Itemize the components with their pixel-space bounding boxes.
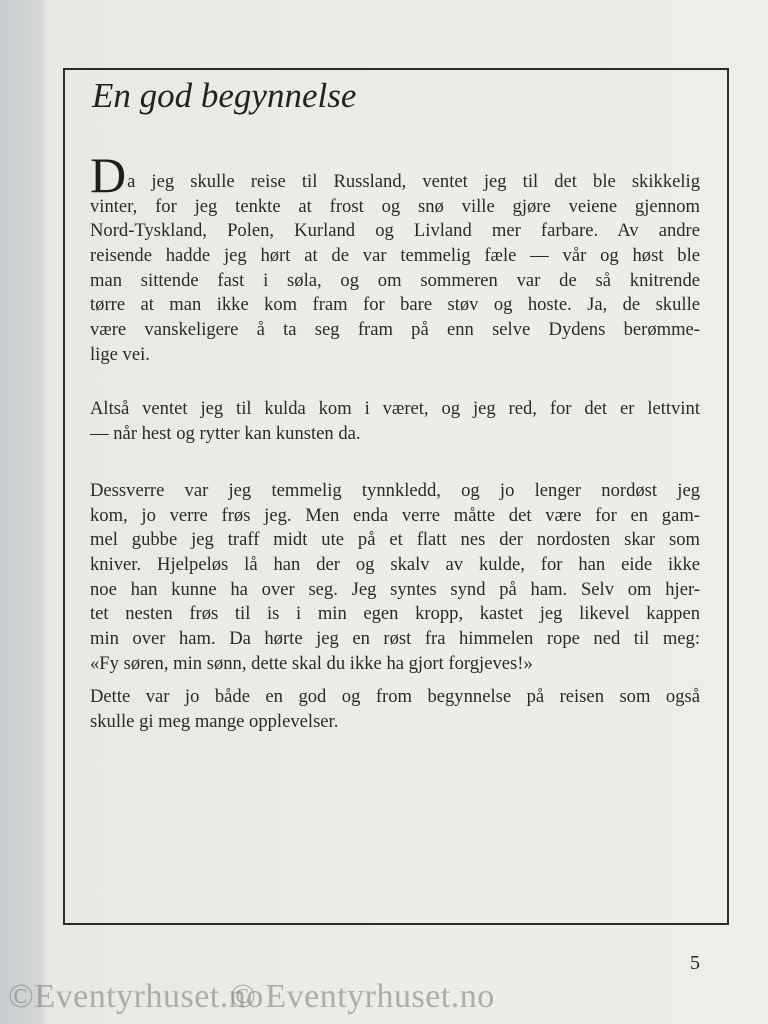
text-line: Dessverre var jeg temmelig tynnkledd, og jo lenger nordøst jeg: [90, 480, 700, 501]
text-line: — når hest og rytter kan kunsten da.: [90, 422, 361, 444]
text-line: «Fy søren, min sønn, dette skal du ikke ha gjort forgjeves!»: [90, 652, 533, 674]
text-line: tet nesten frøs til is i min egen kropp, kastet jeg likevel kappen: [90, 603, 700, 625]
text-line: kom, jo verre frøs jeg. Men enda verre måtte det være for en gam-: [90, 504, 700, 526]
text-line: kniver. Hjelpeløs lå han der og skalv av kulde, for han eide ikke: [90, 554, 700, 576]
text-line: noe han kunne ha over seg. Jeg syntes synd på ham. Selv om hjer-: [90, 578, 700, 600]
text-line: skulle gi meg mange opplevelser.: [90, 710, 339, 732]
text-line: mel gubbe jeg traff midt ute på et flatt nes der nordosten skar som: [90, 529, 700, 551]
chapter-title: En god begynnelse: [92, 76, 357, 115]
text-line: vinter, for jeg tenkte at frost og snø ville gjøre veiene gjennom: [90, 195, 700, 217]
text-line: reisende hadde jeg hørt at de var temmelig fæle — vår og høst ble: [90, 245, 700, 267]
text-line: [90, 147, 700, 203]
page-number: 5: [690, 952, 700, 974]
text-line: Dette var jo både en god og from begynnelse på reisen som også: [90, 686, 700, 707]
text-line: min over ham. Da hørte jeg en røst fra himmelen rope ned til meg:: [90, 628, 700, 650]
text-line: lige vei.: [90, 343, 150, 365]
text-line: Nord-Tyskland, Polen, Kurland og Livland mer farbare. Av andre: [90, 220, 700, 242]
text-line: man sittende fast i søla, og om sommeren var de så knitrende: [90, 269, 700, 291]
drop-cap: D: [90, 147, 127, 203]
text-line: tørre at man ikke kom fram for bare støv og hoste. Ja, de skulle: [90, 294, 700, 316]
paragraph-1: [90, 147, 700, 368]
text-line-content: a jeg skulle reise til Russland, ventet jeg til det ble skikkelig: [127, 171, 700, 192]
text-line: være vanskeligere å ta seg fram på enn selve Dydens berømme-: [90, 319, 700, 341]
paragraph-3: [90, 479, 700, 677]
watermark: ©Eventyrhuset.no: [8, 978, 264, 1015]
paragraph-4: [90, 685, 700, 734]
paragraph-2: [90, 397, 700, 446]
text-line: Altså ventet jeg til kulda kom i været, og jeg red, for det er lettvint: [90, 398, 700, 419]
watermark: © Eventyrhuset.no: [230, 978, 495, 1015]
